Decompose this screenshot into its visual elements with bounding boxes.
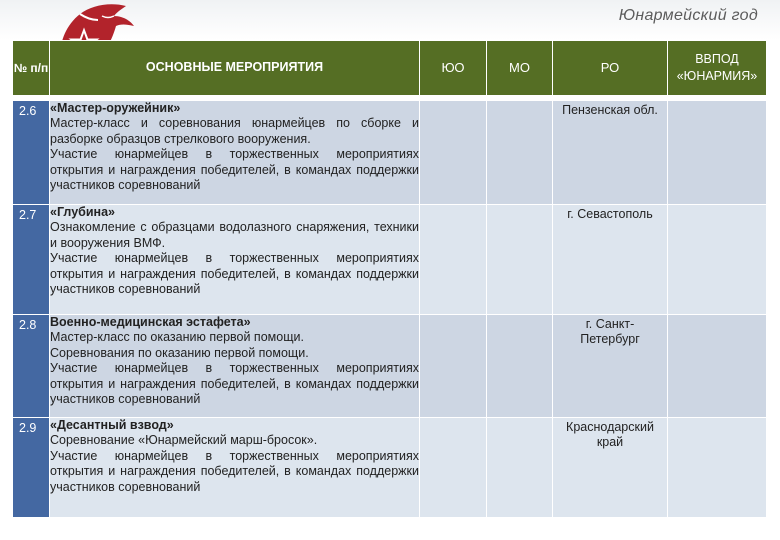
row-number: 2.8: [13, 315, 50, 418]
ro-cell: Пензенская обл.: [553, 101, 668, 205]
yuo-cell: [420, 205, 487, 315]
events-table: [12, 40, 767, 518]
event-line: Участие юнармейцев в торжественных мероприятиях открытия и награждения победителей, в командах поддержки участников соревнований: [50, 147, 419, 193]
event-line: Ознакомление с образцами водолазного снаряжения, техники и вооружения ВМФ.: [50, 220, 419, 250]
ro-cell: г. Санкт-Петербург: [553, 315, 668, 418]
event-title: «Десантный взвод»: [50, 418, 174, 432]
yuo-cell: [420, 101, 487, 205]
row-number: 2.6: [13, 101, 50, 205]
mo-cell: [487, 315, 553, 418]
event-line: Участие юнармейцев в торжественных мероприятиях открытия и награждения победителей, в командах поддержки участников соревнований: [50, 448, 419, 494]
event-line: Участие юнармейцев в торжественных мероприятиях открытия и награждения победителей, в командах поддержки участников соревнований: [50, 361, 419, 407]
event-line: Соревнования по оказанию первой помощи.: [50, 345, 309, 360]
event-line: Мастер-класс по оказанию первой помощи.: [50, 330, 304, 345]
table-row: [13, 418, 767, 518]
event-description: [50, 418, 420, 518]
yuo-cell: [420, 418, 487, 518]
table-row: [13, 205, 767, 315]
table-row: [13, 315, 767, 418]
mo-cell: [487, 205, 553, 315]
event-description: [50, 101, 420, 205]
vvpod-cell: [668, 101, 767, 205]
col-number-header: № п/п: [13, 41, 50, 96]
event-line: Мастер-класс и соревнования юнармейцев по сборке и разборке образцов стрелкового вооружения.: [50, 116, 419, 146]
year-title: Юнармейский год: [618, 7, 758, 24]
event-title: «Глубина»: [50, 205, 116, 219]
col-mo-header: МО: [487, 41, 553, 96]
col-ro-header: РО: [553, 41, 668, 96]
vvpod-cell: [668, 205, 767, 315]
vvpod-cell: [668, 418, 767, 518]
event-title: «Мастер-оружейник»: [50, 101, 181, 115]
event-description: [50, 315, 420, 418]
mo-cell: [487, 418, 553, 518]
event-title: Военно-медицинская эстафета»: [50, 315, 251, 329]
event-description: [50, 205, 420, 315]
col-main-header: ОСНОВНЫЕ МЕРОПРИЯТИЯ: [50, 41, 420, 96]
mo-cell: [487, 101, 553, 205]
col-vvpod-header: ВВПОД «ЮНАРМИЯ»: [668, 41, 767, 96]
vvpod-cell: [668, 315, 767, 418]
yuo-cell: [420, 315, 487, 418]
ro-cell: Краснодарский край: [553, 418, 668, 518]
event-line: Участие юнармейцев в торжественных мероприятиях открытия и награждения победителей, в командах поддержки участников соревнований: [50, 251, 419, 297]
row-number: 2.7: [13, 205, 50, 315]
col-yuo-header: ЮО: [420, 41, 487, 96]
table-row: [13, 101, 767, 205]
event-line: Соревнование «Юнармейский марш-бросок».: [50, 433, 318, 448]
ro-cell: г. Севастополь: [553, 205, 668, 315]
row-number: 2.9: [13, 418, 50, 518]
